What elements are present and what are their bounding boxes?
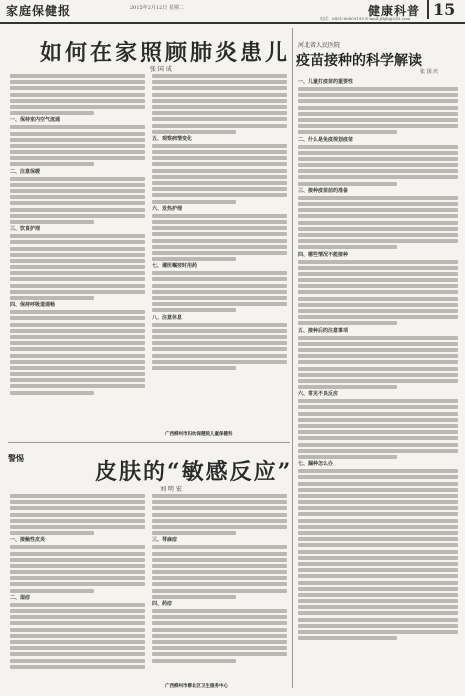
article2-subhead: 一、接触性皮炎 <box>10 537 46 544</box>
article3-subhead: 一、儿童打疫苗的重要性 <box>298 79 354 85</box>
article1-column-2 <box>152 74 287 429</box>
page-number: 15 <box>427 0 455 19</box>
article1-subhead: 一、保持室内空气流通 <box>10 117 61 124</box>
newspaper-name: 家庭保健报 <box>6 4 72 18</box>
issue-date: 2015年2月12日 星期二 <box>130 5 184 11</box>
article3-subhead: 四、哪些情况不能接种 <box>298 251 349 258</box>
article3-kicker: 河北省人民医院 <box>298 42 341 49</box>
article1-column-1 <box>10 74 145 429</box>
article3-title: 疫苗接种的科学解读 <box>296 53 422 69</box>
article3-subhead: 六、常见不良反应 <box>298 391 339 398</box>
article1-subhead: 四、保持呼吸道通畅 <box>10 302 56 309</box>
article2-subhead: 三、荨麻疹 <box>152 537 178 544</box>
contact-info: 电话：0451-86809195 E-mail:jtbjb@163.com <box>320 16 411 21</box>
page-header <box>0 0 465 24</box>
article3-subhead: 三、接种疫苗前的准备 <box>298 187 349 194</box>
article2-subhead: 四、药疹 <box>152 601 173 607</box>
article1-title: 如何在家照顾肺炎患儿 <box>40 40 291 66</box>
article3-author: 张 国 庆 <box>420 69 439 75</box>
article2-title: 皮肤的“敏感反应” <box>95 459 293 485</box>
article2-kicker: 警惕 <box>8 453 24 463</box>
article3-subhead: 五、接种后的注意事项 <box>298 327 349 334</box>
article3-body <box>298 78 458 676</box>
article1-author: 张 国 成 <box>150 66 172 73</box>
article1-subhead: 七、遵医嘱按时用药 <box>152 263 198 270</box>
article1-subhead: 六、发热护理 <box>152 205 183 212</box>
article1-subhead: 八、注意休息 <box>152 314 183 321</box>
column-divider <box>292 28 293 688</box>
article2-column-2 <box>152 494 287 678</box>
article1-subhead: 三、饮食护理 <box>10 226 41 233</box>
section-divider <box>8 442 290 443</box>
article2-footer: 广西柳州市柳北区卫生服务中心 <box>165 684 228 689</box>
article1-footer: 广西柳州市妇幼保健院儿童保健科 <box>165 432 233 437</box>
article1-subhead: 五、观察病情变化 <box>152 135 193 142</box>
article1-subhead: 二、注意保暖 <box>10 168 41 175</box>
article3-subhead: 二、什么是免疫规划疫苗 <box>298 136 354 143</box>
article2-author: 刘 明 宏 <box>160 486 182 493</box>
article3-subhead: 七、漏种怎么办 <box>298 461 334 468</box>
article2-column-1 <box>10 494 145 690</box>
section-name: 健康科普 <box>368 4 421 18</box>
article2-subhead: 二、湿疹 <box>10 594 31 601</box>
